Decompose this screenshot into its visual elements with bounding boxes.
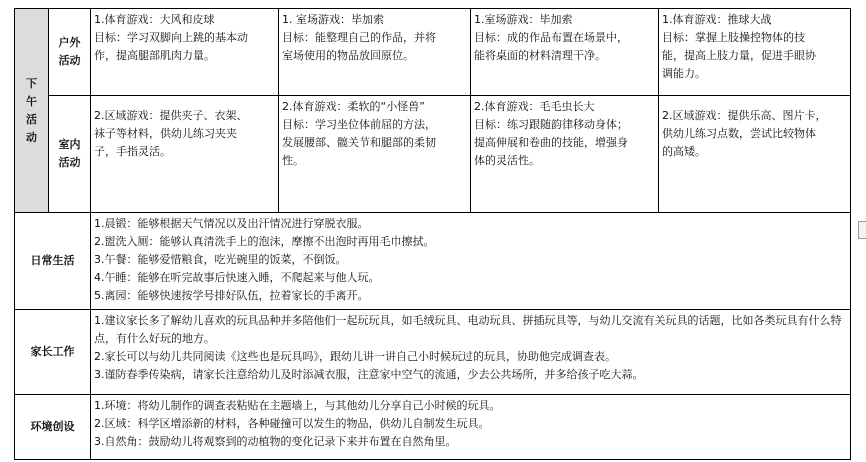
outdoor-cell-3	[471, 9, 659, 96]
cell-line: 能将桌面的材料清理干净。	[474, 49, 606, 62]
cell-line: 2.体育游戏：柔软的“小怪兽”	[282, 100, 425, 113]
indoor-cell-2	[279, 96, 471, 213]
daily-life-header: 日常生活	[15, 213, 91, 310]
list-item: 1.环境：将幼儿制作的调查表粘贴在主题墙上，与其他幼儿分享自己小时候的玩具。	[94, 399, 501, 412]
list-item: 3.谨防春季传染病，请家长注意给幼儿及时添减衣服，注意家中空气的流通，少去公共场所，并多给孩子吃大蒜。	[94, 368, 644, 381]
row-indoor-activity	[15, 96, 851, 213]
outdoor-cell-1	[91, 9, 279, 96]
cell-line: 1.室场游戏：毕加索	[474, 13, 573, 26]
cell-line: 的高矮。	[662, 145, 706, 158]
weekly-plan-table	[14, 8, 851, 460]
indoor-activity-header	[49, 96, 91, 213]
environment-creation-content	[91, 395, 851, 460]
cell-line: 1.体育游戏：大风和皮球	[94, 13, 215, 26]
cell-line: 作，提高腿部肌肉力量。	[94, 49, 215, 62]
list-item: 2.区域：科学区增添新的材料，各种碰撞可以发生的物品，供幼儿自制发生玩具。	[94, 417, 490, 430]
cell-line: 子，手指灵活。	[94, 145, 171, 158]
list-item: 2.家长可以与幼儿共同阅读《这些也是玩具吗》，跟幼儿讲一讲自己小时候玩过的玩具，协助他完成调查表。	[94, 350, 616, 363]
cell-line: 体的灵活性。	[474, 154, 540, 167]
side-scroll-handle[interactable]	[858, 221, 866, 239]
list-item: 4.午睡：能够在听完故事后快速入睡，不爬起来与他人玩。	[94, 271, 380, 284]
parent-work-header: 家长工作	[15, 310, 91, 395]
subheader-line: 活动	[58, 54, 81, 67]
afternoon-activity-header	[15, 9, 49, 213]
cell-line: 袜子等材料，供幼儿练习夹夹	[94, 127, 237, 140]
cell-line: 2.体育游戏：毛毛虫长大	[474, 100, 595, 113]
list-item: 1.晨锻：能够根据天气情况以及出汗情况进行穿脱衣服。	[94, 217, 369, 230]
subheader-line: 室内	[58, 138, 81, 151]
parent-work-content	[91, 310, 851, 395]
list-item: 2.盥洗入厕：能够认真清洗手上的泡沫，摩擦不出泡时再用毛巾擦拭。	[94, 235, 435, 248]
cell-line: 性。	[282, 154, 304, 167]
cell-line: 1. 室场游戏：毕加索	[282, 13, 384, 26]
header-char: 动	[26, 130, 37, 144]
outdoor-cell-4	[659, 9, 851, 96]
cell-line: 目标：成的作品布置在场景中，	[474, 31, 628, 44]
indoor-cell-1	[91, 96, 279, 213]
outdoor-cell-2	[279, 9, 471, 96]
header-char: 活	[26, 112, 37, 126]
environment-creation-header: 环境创设	[15, 395, 91, 460]
row-environment-creation	[15, 395, 851, 460]
row-daily-life	[15, 213, 851, 310]
cell-line: 目标：学习坐位体前屈的方法，	[282, 118, 436, 131]
cell-line: 1.体育游戏：推球大战	[662, 13, 772, 26]
cell-line: 目标：练习跟随韵律移动身体；	[474, 118, 628, 131]
list-item: 3.自然角：鼓励幼儿将观察到的动植物的变化记录下来并布置在自然角里。	[94, 435, 457, 448]
cell-line: 2.区域游戏：提供乐高、图片卡，	[662, 109, 827, 122]
indoor-cell-3	[471, 96, 659, 213]
cell-line: 调能力。	[662, 67, 706, 80]
cell-line: 供幼儿练习点数，尝试比较物体	[662, 127, 816, 140]
row-parent-work	[15, 310, 851, 395]
daily-life-content	[91, 213, 851, 310]
outdoor-activity-header	[49, 9, 91, 96]
row-outdoor-activity	[15, 9, 851, 96]
list-item: 1.建议家长多了解幼儿喜欢的玩具品种并多陪他们一起玩玩具，如毛绒玩具、电动玩具、拼插玩具等，与幼儿交流有关玩具的话题，比如各类玩具有什么特点，有什么好玩的地方。	[94, 314, 842, 345]
cell-line: 目标：学习双脚向上跳的基本动	[94, 31, 248, 44]
cell-line: 提高伸展和卷曲的技能，增强身	[474, 136, 628, 149]
list-item: 3.午餐：能够爱惜粮食，吃光碗里的饭菜，不倒饭。	[94, 253, 347, 266]
cell-line: 发展腰部、髋关节和腿部的柔韧	[282, 136, 436, 149]
subheader-line: 活动	[58, 156, 81, 169]
subheader-line: 户外	[58, 36, 81, 49]
cell-line: 能，提高上肢力量，促进手眼协	[662, 49, 816, 62]
header-char: 午	[26, 94, 37, 108]
cell-line: 目标：能整理自己的作品，并将	[282, 31, 436, 44]
cell-line: 目标：掌握上肢操控物体的技	[662, 31, 805, 44]
header-char: 下	[26, 76, 37, 90]
indoor-cell-4	[659, 96, 851, 213]
cell-line: 2.区域游戏：提供夹子、衣架、	[94, 109, 248, 122]
list-item: 5.离园：能够快速按学号排好队伍，拉着家长的手离开。	[94, 289, 369, 302]
cell-line: 室场使用的物品放回原位。	[282, 49, 414, 62]
